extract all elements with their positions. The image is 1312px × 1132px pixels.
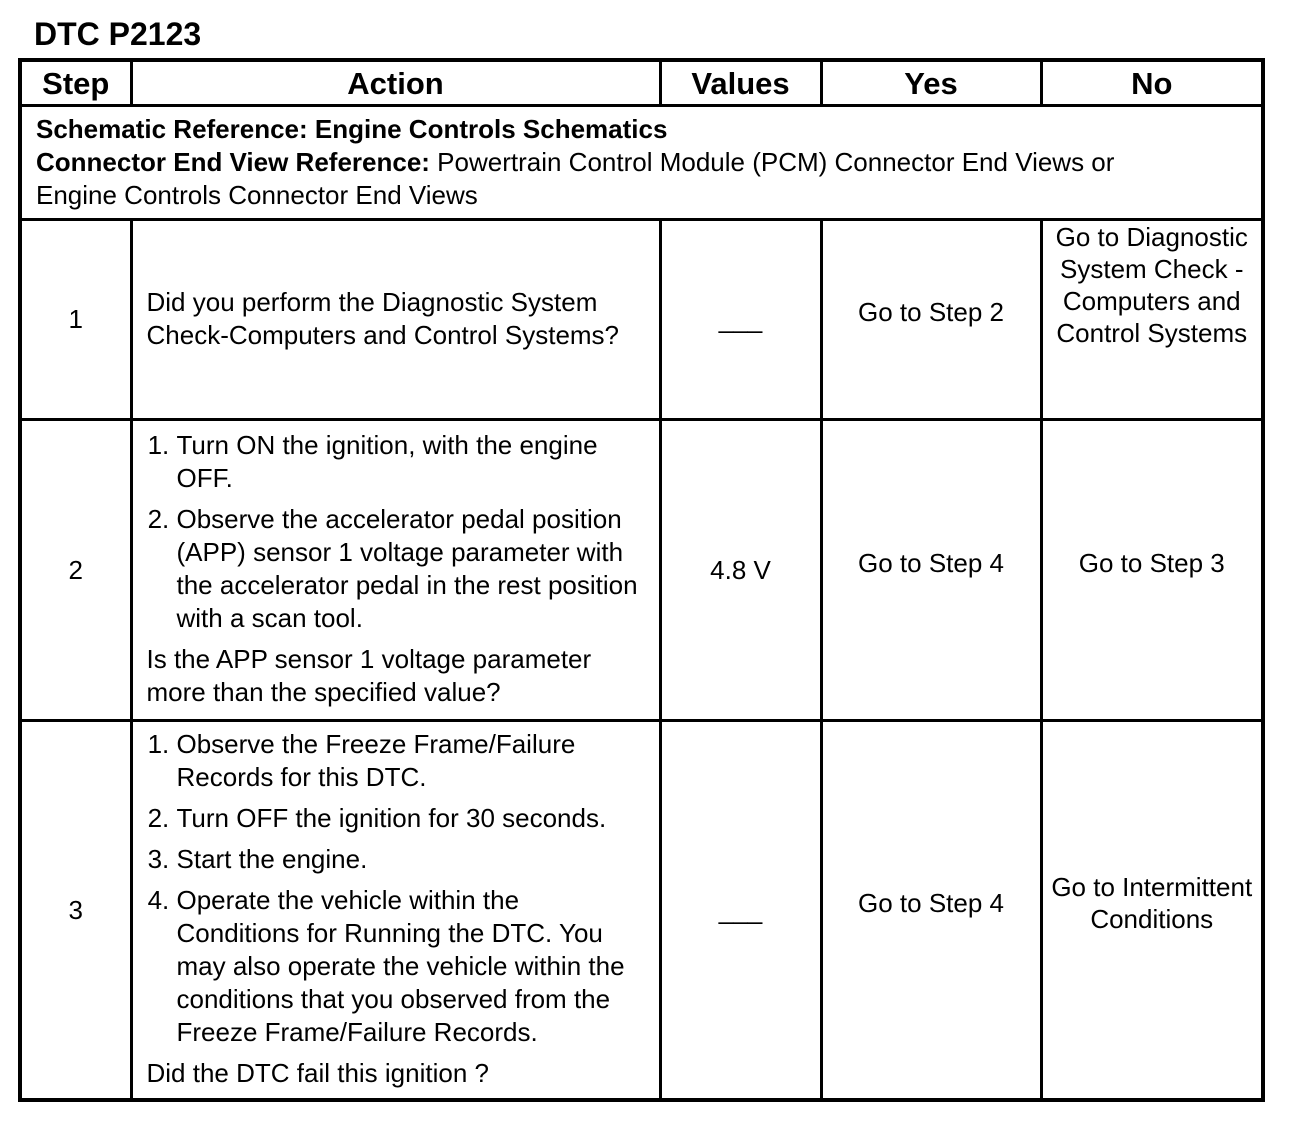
header-no: No	[1041, 60, 1263, 106]
action-steps	[147, 429, 645, 635]
header-step: Step	[20, 60, 131, 106]
table-row	[20, 420, 1263, 721]
connector-reference-text: Powertrain Control Module (PCM) Connector End Views or	[429, 147, 1115, 177]
no-cell	[1041, 721, 1263, 1101]
action-steps	[147, 728, 645, 1049]
header-row	[20, 60, 1263, 106]
action-step-item: 2. Turn OFF the ignition for 30 seconds.	[177, 802, 645, 835]
step-number: 3	[20, 721, 131, 1101]
action-question: Did the DTC fail this ignition ?	[146, 1058, 489, 1088]
connector-reference	[36, 146, 1247, 179]
action-cell	[131, 420, 660, 721]
yes-cell: Go to Step 4	[821, 721, 1041, 1101]
header-values: Values	[660, 60, 821, 106]
no-text: Go to Intermittent Conditions	[1051, 872, 1253, 934]
table-row	[20, 721, 1263, 1101]
action-step-item: 1. Turn ON the ignition, with the engine OFF.	[177, 429, 645, 495]
value-cell: ___	[660, 721, 821, 1101]
diagnostic-table	[18, 58, 1265, 1102]
action-step-item: 3. Start the engine.	[177, 843, 645, 876]
action-step-item: 2. Observe the accelerator pedal position (APP) sensor 1 voltage parameter with the accelerator pedal in the rest position with a scan tool.	[177, 503, 645, 635]
reference-cell	[20, 106, 1263, 220]
step-number: 1	[20, 220, 131, 420]
no-text: Go to Diagnostic System Check - Computers and Control Systems	[1055, 222, 1248, 348]
header-yes: Yes	[821, 60, 1041, 106]
action-step-item: 4. Operate the vehicle within the Conditions for Running the DTC. You may also operate the vehicle within the conditions that you observed from the Freeze Frame/Failure Records.	[177, 884, 645, 1049]
action-cell	[131, 220, 660, 420]
yes-cell: Go to Step 2	[821, 220, 1041, 420]
schematic-reference: Schematic Reference: Engine Controls Schematics	[36, 114, 668, 144]
reference-row	[20, 106, 1263, 220]
step-number: 2	[20, 420, 131, 721]
table-row	[20, 220, 1263, 420]
no-cell	[1041, 420, 1263, 721]
yes-cell: Go to Step 4	[821, 420, 1041, 721]
value-cell: ___	[660, 220, 821, 420]
no-cell	[1041, 220, 1263, 420]
connector-reference-label: Connector End View Reference:	[36, 147, 430, 177]
header-action: Action	[131, 60, 660, 106]
no-text: Go to Step 3	[1078, 548, 1225, 578]
action-question: Did you perform the Diagnostic System Check-Computers and Control Systems?	[146, 286, 620, 350]
connector-reference-text-2: Engine Controls Connector End Views	[36, 180, 478, 210]
action-step-item: 1. Observe the Freeze Frame/Failure Records for this DTC.	[177, 728, 645, 794]
document-title: DTC P2123	[34, 16, 202, 52]
action-cell	[131, 721, 660, 1101]
value-cell: 4.8 V	[660, 420, 821, 721]
action-question: Is the APP sensor 1 voltage parameter more than the specified value?	[146, 644, 592, 707]
